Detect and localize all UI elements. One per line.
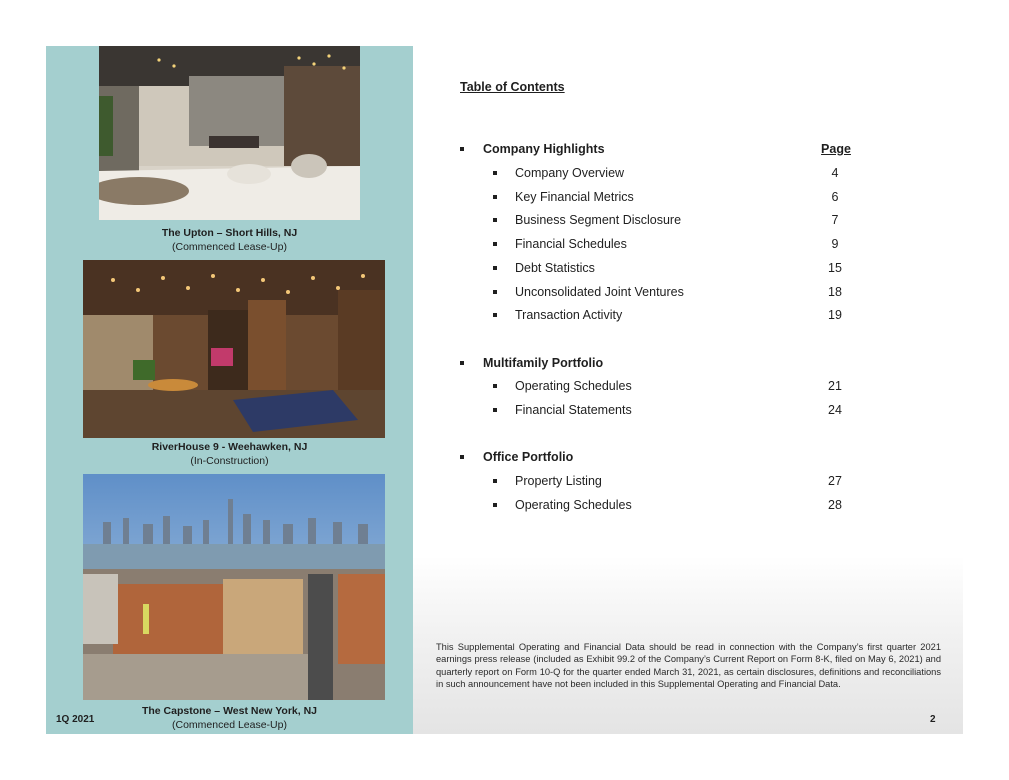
toc-item[interactable]: [460, 378, 860, 394]
toc-item[interactable]: [460, 236, 860, 252]
property-photo-panel: [46, 46, 413, 734]
page-number: 2: [930, 714, 936, 725]
toc-section-label: Office Portfolio: [483, 450, 574, 464]
page-column-header: Page: [821, 142, 851, 156]
property-name: RiverHouse 9 - Weehawken, NJ: [151, 441, 308, 453]
property-status: (In-Construction): [190, 455, 269, 467]
toc-section-label: Multifamily Portfolio: [483, 356, 604, 370]
bullet-icon: [493, 408, 497, 412]
bullet-icon: [493, 266, 497, 270]
bullet-icon: [493, 384, 497, 388]
toc-item-page: 18: [828, 285, 842, 299]
toc-item-label: Business Segment Disclosure: [515, 213, 682, 227]
upton-lobby-photo: [99, 46, 360, 220]
toc-item-label: Unconsolidated Joint Ventures: [515, 285, 684, 299]
toc-item-label: Debt Statistics: [515, 261, 595, 275]
bullet-icon: [493, 242, 497, 246]
riverhouse-lounge-photo: [83, 260, 385, 438]
bullet-icon: [460, 147, 464, 151]
property-status: (Commenced Lease-Up): [172, 241, 287, 253]
toc-item[interactable]: [460, 260, 860, 276]
toc-item-page: 7: [831, 213, 839, 227]
toc-item-page: 27: [828, 474, 842, 488]
toc-item-page: 4: [831, 166, 839, 180]
toc-item-label: Operating Schedules: [515, 498, 632, 512]
property-name: The Upton – Short Hills, NJ: [161, 227, 298, 239]
toc-item-label: Transaction Activity: [515, 308, 623, 322]
bullet-icon: [493, 313, 497, 317]
toc-item-label: Key Financial Metrics: [515, 190, 634, 204]
toc-item[interactable]: [460, 473, 860, 489]
property-name: The Capstone – West New York, NJ: [141, 705, 318, 717]
toc-item-page: 24: [828, 403, 842, 417]
toc-item-label: Property Listing: [515, 474, 602, 488]
toc-title: Table of Contents: [460, 80, 565, 94]
bullet-icon: [493, 218, 497, 222]
toc-section-label: Company Highlights: [483, 142, 605, 156]
toc-item-label: Company Overview: [515, 166, 625, 180]
toc-item[interactable]: [460, 497, 860, 513]
bullet-icon: [493, 195, 497, 199]
toc-section-multifamily-portfolio[interactable]: [460, 355, 860, 371]
toc-section-office-portfolio[interactable]: [460, 449, 860, 465]
toc-item[interactable]: [460, 165, 860, 181]
property-caption: [46, 440, 413, 468]
property-status: (Commenced Lease-Up): [172, 719, 287, 731]
capstone-aerial-photo: [83, 474, 385, 700]
toc-item-label: Operating Schedules: [515, 379, 632, 393]
bullet-icon: [460, 361, 464, 365]
toc-item-page: 9: [831, 237, 839, 251]
bullet-icon: [493, 171, 497, 175]
property-caption: [46, 704, 413, 732]
toc-item[interactable]: [460, 402, 860, 418]
toc-item-page: 28: [828, 498, 842, 512]
property-caption: [46, 226, 413, 254]
toc-item-label: Financial Schedules: [515, 237, 627, 251]
toc-section-company-highlights[interactable]: [460, 141, 860, 157]
toc-item-page: 6: [831, 190, 839, 204]
bullet-icon: [493, 290, 497, 294]
toc-item-page: 19: [828, 308, 842, 322]
bullet-icon: [493, 479, 497, 483]
toc-item[interactable]: [460, 307, 860, 323]
bullet-icon: [493, 503, 497, 507]
disclaimer-text: This Supplemental Operating and Financial Data should be read in connection with the Company’s first quarter 2021 earnings press release (included as Exhibit 99.2 of the Company’s Current Report on Form 8-K, filed on May 6, 2021) and quarterly report on Form 10-Q for the quarter ended March 31, 2021, as certain disclosures, definitions and reconciliations in such announcement have not been included in this Supplemental Operating and Financial Data.: [436, 642, 941, 689]
toc-item[interactable]: [460, 284, 860, 300]
toc-item-label: Financial Statements: [515, 403, 632, 417]
period-label: 1Q 2021: [56, 714, 95, 725]
toc-item[interactable]: [460, 189, 860, 205]
bullet-icon: [460, 455, 464, 459]
toc-item-page: 15: [828, 261, 842, 275]
toc-item-page: 21: [828, 379, 842, 393]
toc-item[interactable]: [460, 212, 860, 228]
